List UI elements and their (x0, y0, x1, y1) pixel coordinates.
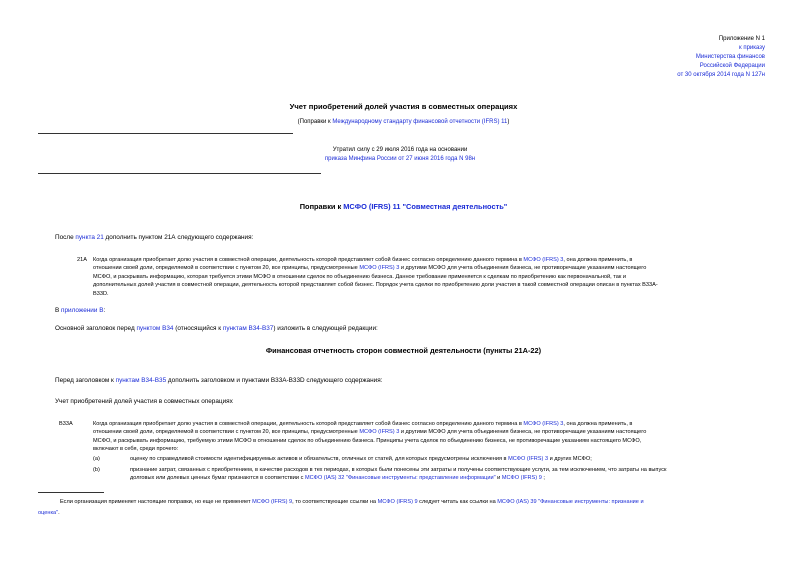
intro-heading-b34: Основной заголовок перед пунктом B34 (относящийся к пунктам B34-B37) изложить в следующей редакции: (55, 325, 378, 332)
heading2-prefix: Поправки к (299, 202, 344, 211)
paragraph-b34-link[interactable]: пунктом B34 (136, 325, 174, 332)
paragraph-21a (93, 256, 773, 298)
page-title: Учет приобретений долей участия в совместных операциях (289, 102, 518, 111)
footnote-line-2: оценка". (38, 510, 60, 517)
item-b-line-1: признание затрат, связанных с приобретением, в качестве расходов в тех периодах, в которых были понесены эти затраты и получены соответствующие услуги, за тем исключением, что затраты на выпуск (130, 467, 667, 473)
section-heading-financial: Финансовая отчетность сторон совместной деятельности (пункты 21А-22) (265, 346, 542, 355)
ias32-link[interactable]: МСФО (IAS) 32 "Финансовые инструменты: представление информации" (304, 475, 496, 482)
ifrs9-link[interactable]: МСФО (IFRS) 9 (501, 475, 542, 482)
expired-note (250, 146, 550, 164)
section-heading-amendments (0, 202, 807, 211)
ifrs11-link[interactable]: Международному стандарту финансовой отчетности (IFRS) 11 (332, 119, 508, 125)
appendix-number: Приложение N 1 (718, 36, 765, 42)
appendix-federation-link[interactable]: Российской Федерации (699, 63, 765, 69)
appendix-order-link[interactable]: к приказу (739, 45, 765, 51)
ifrs3-link[interactable]: МСФО (IFRS) 3 (523, 257, 564, 263)
item-a: оценку по справедливой стоимости идентифицируемых активов и обязательств, отличных от статей, для которых предусмотрены исключения в МСФО (IFRS) 3 и других МСФО; (130, 456, 592, 462)
subheading-acquisitions: Учет приобретений долей участия в совместных операциях (55, 398, 233, 405)
footnote-divider (38, 492, 104, 493)
p21a-line-3: МСФО, и раскрывать информацию, которая требуется этими МСФО в отношении сделок по объединению бизнеса. Данное требование применяется к сделкам по приобретению как первоначальной, так и (93, 273, 627, 280)
subtitle-suffix: ) (507, 119, 510, 125)
ifrs3-link[interactable]: МСФО (IFRS) 3 (523, 421, 564, 427)
p21a-line-5: B33D. (93, 290, 109, 297)
ifrs11-joint-link[interactable]: МСФО (IFRS) 11 "Совместная деятельность" (343, 202, 508, 211)
b33a-line-4: включают в себя, среди прочего: (93, 446, 179, 453)
ias39-link-cont[interactable]: оценка" (38, 510, 59, 517)
footnote (38, 498, 773, 518)
intro-heading-b34-b35: Перед заголовком к пунктам B34-B35 дополнить заголовком и пунктами B33A-B33D следующего содержания: (55, 377, 383, 384)
expired-order-link[interactable]: приказа Минфина России от 27 июня 2016 года N 98н (324, 156, 476, 162)
item-b-line-2: долговых или долевых ценных бумаг признаются в соответствии с МСФО (IAS) 32 "Финансовые инструменты: представление информации" и МСФО (IFRS) 9 ; (130, 475, 545, 482)
ifrs3-link[interactable]: МСФО (IFRS) 3 (359, 265, 400, 272)
ifrs9-link[interactable]: МСФО (IFRS) 9 (377, 499, 418, 505)
paragraph-b33a (93, 420, 773, 454)
subtitle (0, 118, 807, 127)
subtitle-prefix: (Поправки к (297, 119, 333, 125)
appendix-ministry-link[interactable]: Министерства финансов (695, 54, 765, 60)
appendix-b-link[interactable]: приложении В (61, 307, 104, 314)
appendix-date-link[interactable]: от 30 октября 2014 года N 127н (677, 72, 765, 78)
paragraph-21-link[interactable]: пункта 21 (75, 234, 104, 241)
footnote-line-1: Если организация применяет настоящие поправки, но еще не применяет МСФО (IFRS) 9, то соответствующие ссылки на МСФО (IFRS) 9 следует читать как ссылки на МСФО (IAS) 39 "Финансовые инструменты: признание и (60, 499, 644, 505)
item-b (130, 466, 775, 483)
ifrs9-link[interactable]: МСФО (IFRS) 9 (252, 499, 293, 505)
paragraphs-b34-b35-link[interactable]: пунктам B34-B35 (115, 377, 167, 384)
intro-paragraph-21 (55, 233, 253, 243)
ifrs3-link[interactable]: МСФО (IFRS) 3 (508, 456, 549, 462)
intro1-prefix: После (55, 234, 76, 241)
intro1-suffix: дополнить пунктом 21А следующего содержания: (103, 234, 254, 241)
paragraph-b33a-number: B33A (59, 421, 73, 427)
divider-top (38, 133, 293, 134)
p21a-line-2: отношении своей доли, определяемой в соответствии с пунктом 20, все принципы, предусмотренные МСФО (IFRS) 3 и другими МСФО для учета объединения бизнеса, не противоречащие указаниям настоящего (93, 265, 647, 272)
b33a-line-3: МСФО, и раскрывать информацию, требуемую этими МСФО в отношении сделок по объединению бизнеса. Принципы учета сделок по объединению бизнеса, не противоречащие указаниям настоящего МСФО, (93, 437, 642, 444)
appendix-block (565, 35, 765, 80)
b33a-line-1: Когда организация приобретает долю участия в совместной операции, деятельность которой представляет собой бизнес согласно определению данного термина в МСФО (IFRS) 3, она должна применить, в (93, 421, 633, 427)
paragraphs-b34-b37-link[interactable]: пунктам B34-B37 (222, 325, 274, 332)
appendix-b-line: В приложении В: (55, 307, 106, 314)
ifrs3-link[interactable]: МСФО (IFRS) 3 (359, 429, 400, 436)
item-b-label: (b) (93, 467, 100, 473)
p21a-line-4: дополнительных долей участия в совместной операции, деятельность которой представляет собой бизнес. Порядок учета сделки по приобретению доли участия в такой совместной операции описан в пунктах B33A- (93, 282, 658, 289)
p21a-line-1: Когда организация приобретает долю участия в совместной операции, деятельность которой представляет собой бизнес согласно определению данного термина в МСФО (IFRS) 3, она должна применить, в (93, 257, 633, 263)
b33a-line-2: отношении своей доли, определяемой в соответствии с пунктом 20, все принципы, предусмотренные МСФО (IFRS) 3 и другими МСФО для учета объединения бизнеса, не противоречащие указаниям настоящего (93, 429, 647, 436)
expired-text: Утратил силу с 29 июля 2016 года на основании (332, 147, 468, 153)
divider-mid (38, 173, 321, 174)
ias39-link[interactable]: МСФО (IAS) 39 "Финансовые инструменты: признание и (497, 499, 644, 505)
paragraph-21a-number: 21A (77, 257, 87, 263)
item-a-label: (a) (93, 456, 100, 462)
